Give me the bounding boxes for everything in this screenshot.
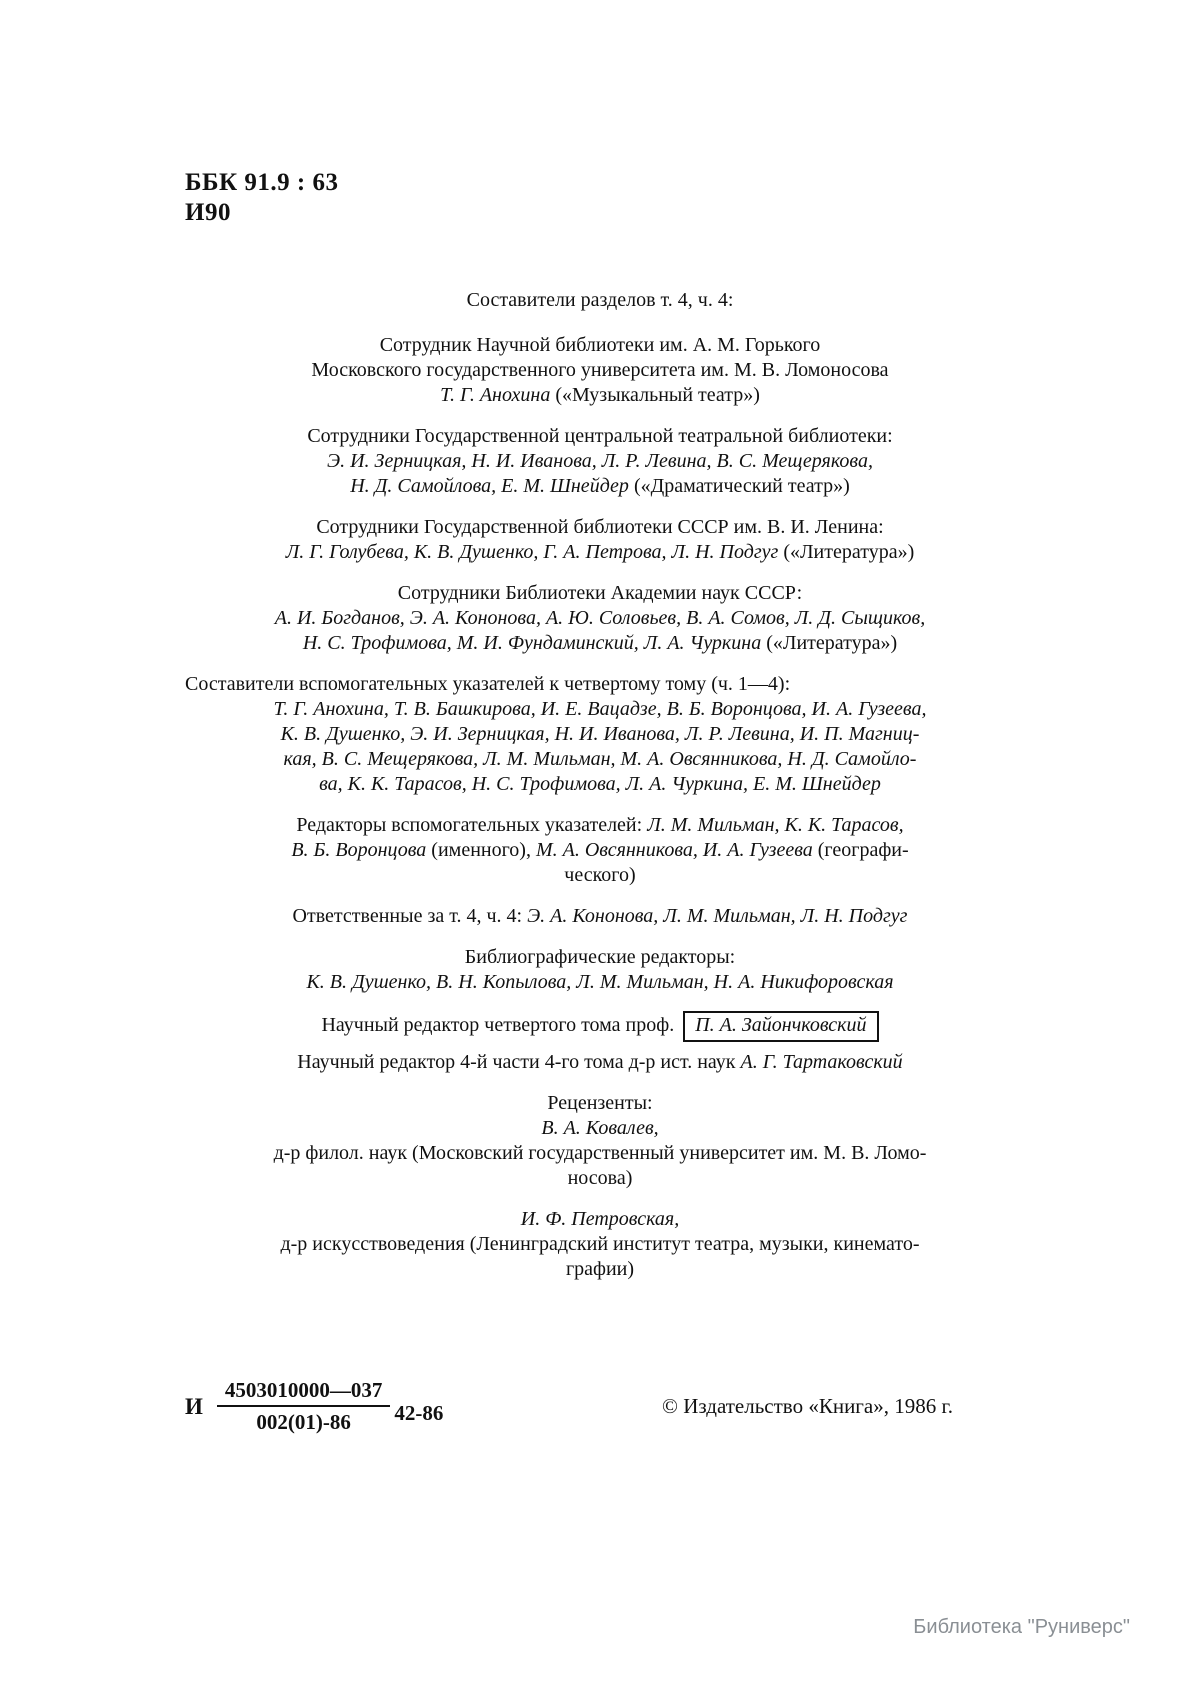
page-content xyxy=(185,0,1015,1434)
copyright-notice: © Издательство «Книга», 1986 г. xyxy=(662,1393,953,1418)
reviewer2-line1: д-р искусствоведения (Ленинградский институт театра, музыки, кинемато- xyxy=(280,1233,920,1255)
imprint-row xyxy=(185,1378,1015,1434)
msu-line1: Сотрудник Научной библиотеки им. А. М. Горького xyxy=(379,334,821,356)
index-editors-line1 xyxy=(185,813,1015,838)
academy-lib-names-line2 xyxy=(185,631,1015,656)
editor-role: (географи- xyxy=(817,839,909,861)
lenin-lib-heading: Сотрудники Государственной библиотеки СССР им. В. И. Ленина: xyxy=(316,516,884,538)
responsible-label: Ответственные за т. 4, ч. 4: xyxy=(292,905,523,927)
compiler-role: («Музыкальный театр») xyxy=(555,384,760,406)
compiler-names: Н. Д. Самойлова, Е. М. Шнейдер xyxy=(350,475,629,497)
theatre-lib-names-line2 xyxy=(185,474,1015,499)
index-editors-label: Редакторы вспомогательных указателей: xyxy=(296,814,643,836)
science-editor-part-name: А. Г. Тартаковский xyxy=(740,1051,903,1073)
editor-role: (именного), xyxy=(431,839,531,861)
section-science-editor-part xyxy=(185,1050,1015,1075)
reviewer1-line2: носова) xyxy=(567,1167,633,1189)
section-index-compilers xyxy=(185,672,1015,797)
bib-editors-heading: Библиографические редакторы: xyxy=(464,946,736,968)
section-bibliographic-editors xyxy=(185,945,1015,995)
catalog-number-block xyxy=(185,1378,443,1434)
theatre-lib-heading: Сотрудники Государственной центральной театральной библиотеки: xyxy=(307,425,893,447)
section-index-editors xyxy=(185,813,1015,888)
section-reviewer2 xyxy=(185,1207,1015,1282)
bib-editors-names: К. В. Душенко, В. Н. Копылова, Л. М. Мильман, Н. А. Никифоровская xyxy=(306,971,894,993)
theatre-lib-names-line1: Э. И. Зерницкая, Н. И. Иванова, Л. Р. Левина, В. С. Мещерякова, xyxy=(327,450,873,472)
section-science-editor-volume xyxy=(185,1011,1015,1042)
science-editor-part-label: Научный редактор 4-й части 4-го тома д-р ист. наук xyxy=(297,1051,736,1073)
catalog-numerator: 4503010000—037 xyxy=(217,1378,391,1407)
catalog-denominator: 002(01)-86 xyxy=(256,1410,351,1434)
responsible-line xyxy=(185,904,1015,929)
science-editor-part-line xyxy=(185,1050,1015,1075)
science-editor-vol-line xyxy=(185,1011,1015,1042)
section-theatre-library xyxy=(185,424,1015,499)
msu-compiler xyxy=(185,383,1015,408)
section-reviewers xyxy=(185,1091,1015,1191)
catalog-letter: И xyxy=(185,1393,203,1419)
academy-lib-heading: Сотрудники Библиотеки Академии наук СССР: xyxy=(397,582,803,604)
compiler-name: Т. Г. Анохина xyxy=(440,384,551,406)
reviewer1-name: В. А. Ковалев, xyxy=(541,1117,659,1139)
classification-block xyxy=(185,168,1015,228)
author-mark: И90 xyxy=(185,199,231,226)
editor-names: Л. М. Мильман, К. К. Тарасов, xyxy=(647,814,904,836)
index-compilers-heading: Составители вспомогательных указателей к четвертому тому (ч. 1—4): xyxy=(185,673,791,695)
reviewer2-name: И. Ф. Петровская, xyxy=(520,1208,680,1230)
library-watermark: Библиотека "Руниверс" xyxy=(913,1616,1130,1638)
compiler-names: Л. Г. Голубева, К. В. Душенко, Г. А. Петрова, Л. Н. Подгуг xyxy=(285,541,779,563)
index-compilers-line1: Т. Г. Анохина, Т. В. Башкирова, И. Е. Вацадзе, В. Б. Воронцова, И. А. Гузеева, xyxy=(273,698,927,720)
catalog-suffix: 42-86 xyxy=(394,1400,444,1425)
reviewer2-line2: графии) xyxy=(565,1258,635,1280)
compiler-role: («Драматический театр») xyxy=(633,475,850,497)
editor-name: В. Б. Воронцова xyxy=(291,839,427,861)
index-editors-line2 xyxy=(185,838,1015,863)
index-compilers-line2: К. В. Душенко, Э. И. Зерницкая, Н. И. Иванова, Л. Р. Левина, И. П. Магниц- xyxy=(280,723,920,745)
compiler-names: Н. С. Трофимова, М. И. Фундаминский, Л. А. Чуркина xyxy=(302,632,762,654)
section-msu-library xyxy=(185,333,1015,408)
editor-names: М. А. Овсянникова, И. А. Гузеева xyxy=(535,839,813,861)
compiler-role: («Литература») xyxy=(783,541,915,563)
section-responsible xyxy=(185,904,1015,929)
academy-lib-names-line1: А. И. Богданов, Э. А. Кононова, А. Ю. Соловьев, В. А. Сомов, Л. Д. Сыщиков, xyxy=(274,607,926,629)
compilers-heading: Составители разделов т. 4, ч. 4: xyxy=(466,289,734,311)
section-lenin-library xyxy=(185,515,1015,565)
index-compilers-line3: кая, В. С. Мещерякова, Л. М. Мильман, М. А. Овсянникова, Н. Д. Самойло- xyxy=(283,748,917,770)
compiler-role: («Литература») xyxy=(766,632,898,654)
index-editors-line3: ческого) xyxy=(564,864,636,886)
science-editor-vol-name-boxed: П. А. Зайончковский xyxy=(683,1011,878,1042)
lenin-lib-names xyxy=(185,540,1015,565)
bbk-index: ББК 91.9 : 63 xyxy=(185,169,339,196)
msu-line2: Московского государственного университета им. М. В. Ломоносова xyxy=(311,359,889,381)
index-compilers-line4: ва, К. К. Тарасов, Н. С. Трофимова, Л. А. Чуркина, Е. М. Шнейдер xyxy=(319,773,881,795)
catalog-fraction xyxy=(217,1378,391,1434)
section-academy-library xyxy=(185,581,1015,656)
science-editor-vol-label: Научный редактор четвертого тома проф. xyxy=(321,1014,675,1036)
responsible-names: Э. А. Кононова, Л. М. Мильман, Л. Н. Подгуг xyxy=(527,905,908,927)
reviewers-heading: Рецензенты: xyxy=(547,1092,653,1114)
reviewer1-line1: д-р филол. наук (Московский государственный университет им. М. В. Ломо- xyxy=(273,1142,927,1164)
